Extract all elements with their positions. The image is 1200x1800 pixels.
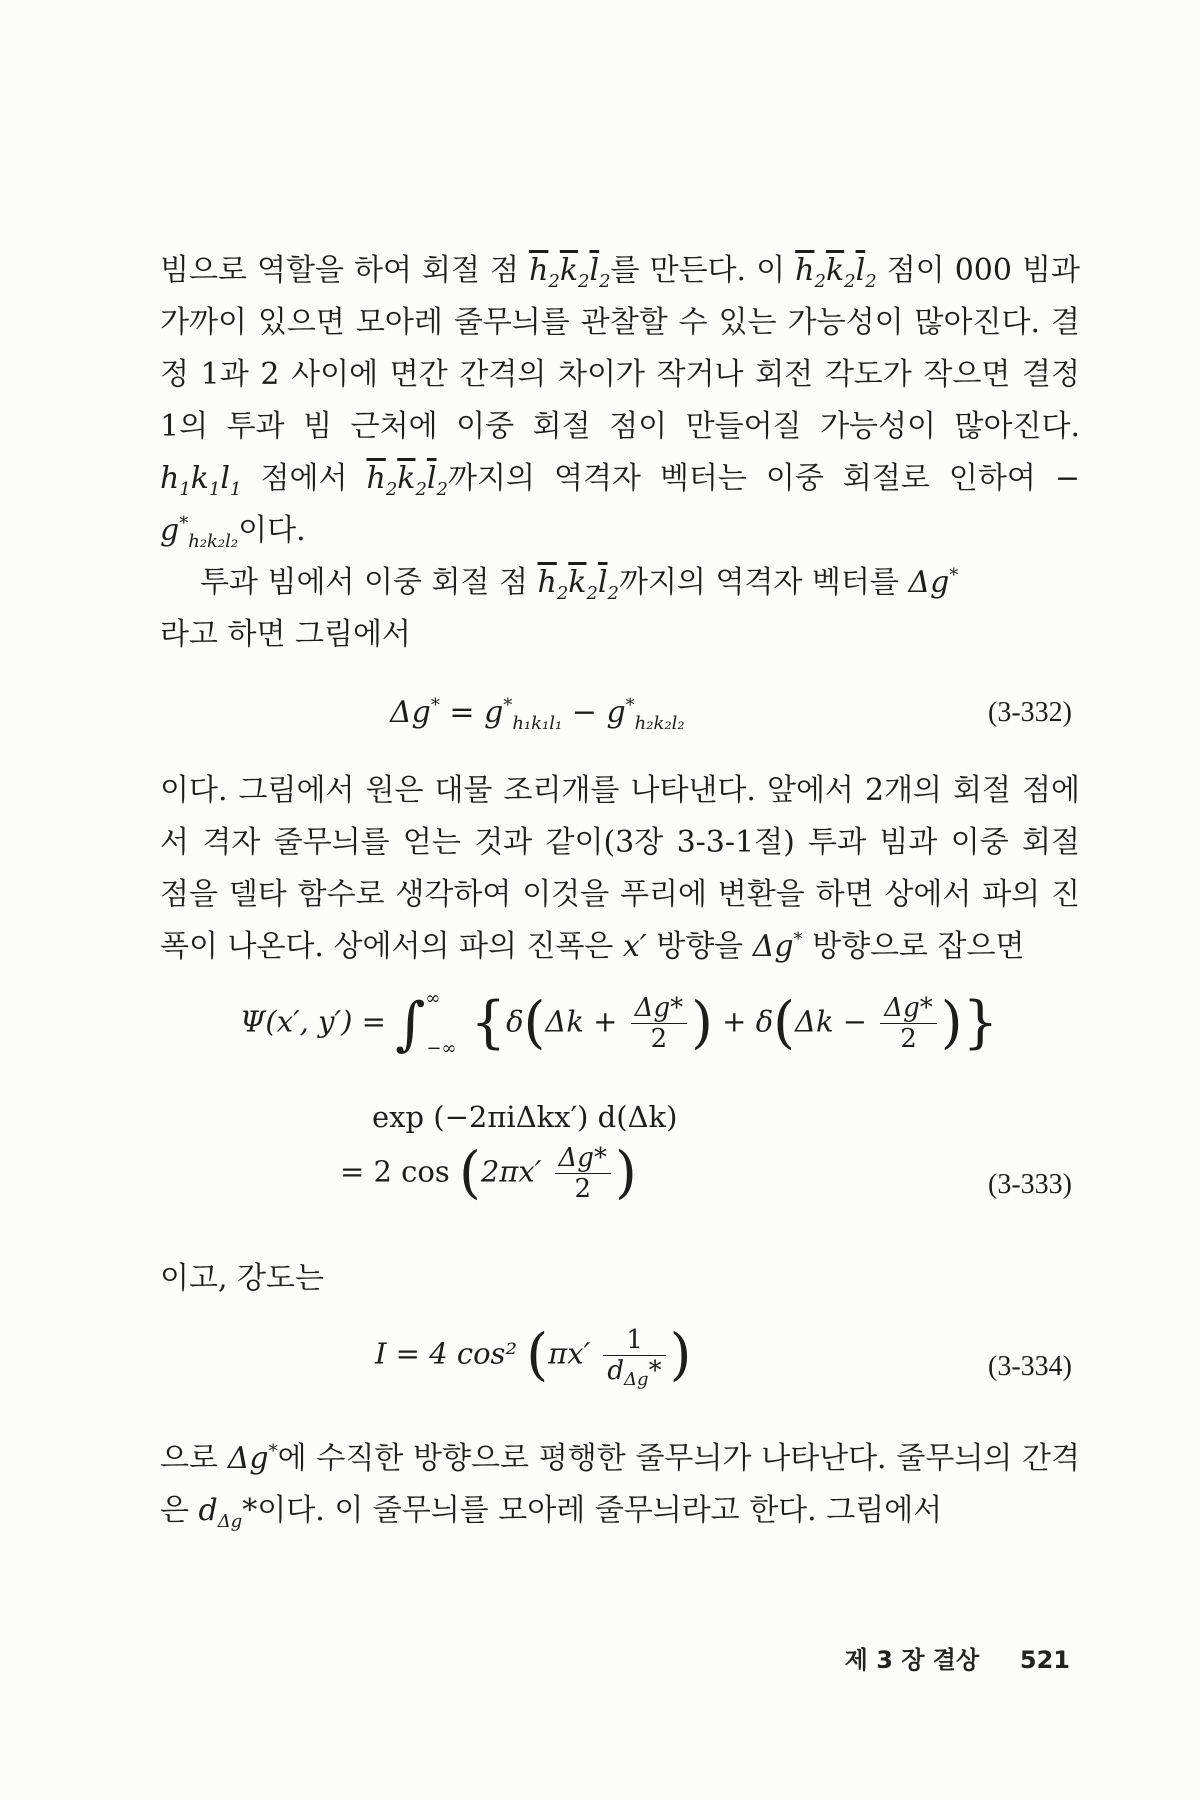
paragraph-4 — [160, 1253, 1080, 1305]
p2-text-a: 투과 빔에서 이중 회절 점 — [200, 565, 538, 600]
page-footer — [845, 1640, 1070, 1675]
delta-g-symbol-2: Δg* — [752, 929, 803, 964]
p4-text: 이고, 강도는 — [160, 1261, 324, 1296]
chapter-label: 제 3 장 결상 — [844, 1646, 980, 1674]
p5-text-a: 으로 — [160, 1441, 228, 1476]
page-number: 521 — [1019, 1646, 1070, 1674]
p1-text-c: 점이 000 빔과 가까이 있으면 모아레 줄무늬를 관찰할 수 있는 가능성이 많아진다. 결정 1과 2 사이에 면간 간격의 차이가 작거나 회전 각도가 작으면 결정 1의 투과 빔 근처에 이중 회절 점이 만들어질 가능성이 많아진다. — [160, 253, 1080, 444]
hkl2-symbol-2: $\overline{h}_2\overline{k}_2\overline{l}_2$ — [795, 253, 877, 292]
p2-text-c: 라고 하면 그림에서 — [160, 617, 411, 652]
p1-text-f: 이다. — [238, 513, 306, 548]
equation-3-333-line-3: = 2 cos (2πx′ $\frac{\Delta g*}{2}$ ) — [340, 1140, 637, 1206]
paragraph-5 — [160, 1433, 1080, 1537]
hkl1-symbol: $h_1k_1l_1$ — [160, 461, 242, 500]
equation-3-333-line-3-prefix: = 2 cos — [340, 1154, 450, 1189]
p2-text-b: 까지의 역격자 벡터를 — [618, 565, 909, 600]
p3-text: 이다. 그림에서 원은 대물 조리개를 나타낸다. 앞에서 2개의 회절 점에서 격자 줄무늬를 얻는 것과 같이(3장 3-3-1절) 투과 빔과 이중 회절 점을 델타 함수로 생각하여 이것을 푸리에 변환을 하면 상에서 파의 진폭이 나온다. 상에서의 파의 진폭은 — [160, 773, 1080, 964]
hkl2-symbol-4: $\overline{h}_2\overline{k}_2\overline{l}_2$ — [537, 565, 619, 604]
p1-text-d: 점에서 — [241, 461, 367, 496]
hkl2-symbol: $\overline{h}_2\overline{k}_2\overline{l}_2$ — [529, 253, 611, 292]
x-prime-symbol: x′ — [622, 929, 647, 964]
d-delta-g-symbol: $d_{\Delta g}*$ — [198, 1493, 258, 1532]
equation-3-333-line-2: exp (−2πiΔkx′) d(Δk) — [372, 1100, 678, 1134]
equation-3-334-expression: I = 4 cos² (πx′ $\frac{1}{d_{\Delta g}*}$ ) — [375, 1322, 692, 1391]
neg-g-symbol: − $g^*_{h_2k_2l_2}$ — [160, 461, 1080, 552]
text-column — [160, 245, 1080, 1537]
paragraph-2 — [160, 557, 1080, 661]
equation-3-334-number: (3-334) — [988, 1351, 1072, 1382]
equation-3-333-line-1: Ψ(x′, $y') = \int^\infty_{-\infty}$ {δ(Δk + $\frac{\Delta g*}{2}$ ) + δ(Δk − $\frac{\Delta g*}{2}$ )} — [240, 987, 999, 1059]
delta-g-symbol: Δg* — [908, 565, 959, 600]
delta-g-symbol-3: Δg* — [227, 1441, 278, 1476]
hkl2-symbol-3: $\overline{h}_2\overline{k}_2\overline{l}_2$ — [366, 461, 448, 500]
equation-3-332-expression: $\Delta g^* = g^*_{h_1k_1l_1} - g^*_{h_2k_2l_2}$ — [390, 695, 685, 734]
equation-3-332-number: (3-332) — [988, 697, 1072, 728]
equation-3-334 — [160, 1315, 1080, 1415]
p3-text-b: 방향을 — [646, 929, 753, 964]
p3-text-c: 방향으로 잡으면 — [802, 929, 1025, 964]
equation-3-334-lhs: I = 4 cos² — [375, 1336, 518, 1371]
equation-3-333-lhs: Ψ(x′, y′) = — [240, 1004, 386, 1039]
paragraph-3 — [160, 765, 1080, 973]
p5-text-b: 에 수직한 방향으로 평행한 줄무늬가 나타난다. 줄무늬의 간격은 — [160, 1441, 1080, 1528]
p1-text-b: 를 만든다. 이 — [610, 253, 796, 288]
equation-3-333 — [160, 983, 1080, 1233]
p1-text-e: 까지의 역격자 벡터는 이중 회절로 인하여 — [447, 461, 1055, 496]
paragraph-1 — [160, 245, 1080, 557]
p5-text-c: 이다. 이 줄무늬를 모아레 줄무늬라고 한다. 그림에서 — [257, 1493, 943, 1528]
p1-text-a: 빔으로 역할을 하여 회절 점 — [160, 253, 530, 288]
equation-3-332 — [160, 683, 1080, 743]
equation-3-333-number: (3-333) — [988, 1169, 1072, 1200]
